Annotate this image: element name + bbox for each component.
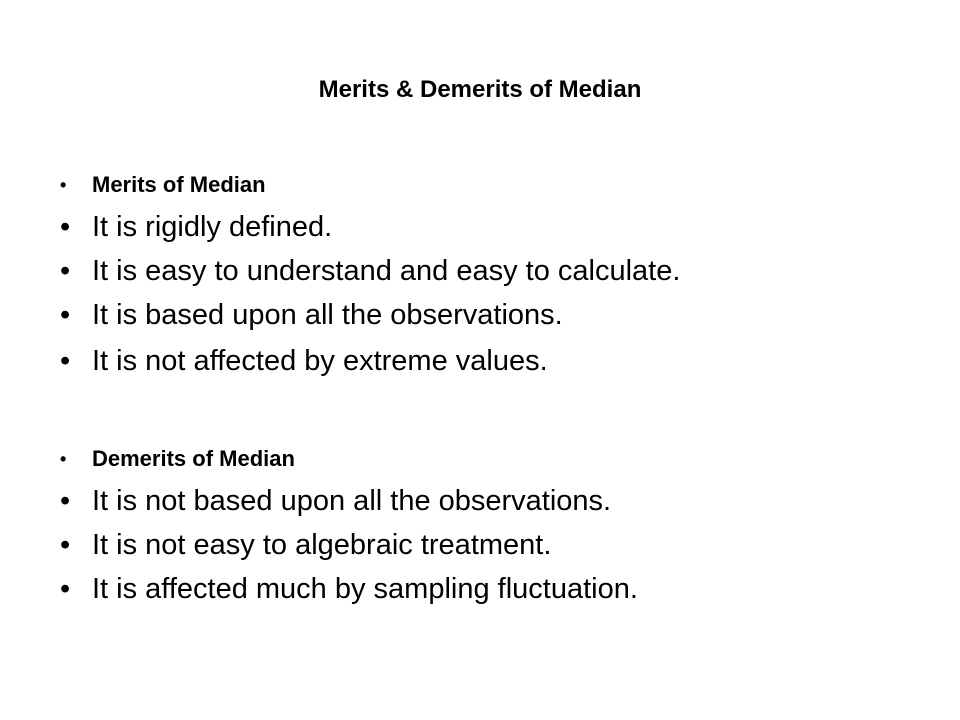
demerit-item: • It is not easy to algebraic treatment. xyxy=(0,525,960,565)
demerits-section xyxy=(0,444,960,613)
merits-heading: • Merits of Median xyxy=(0,170,960,200)
merits-section xyxy=(0,170,960,385)
merit-item: • It is rigidly defined. xyxy=(0,207,960,247)
merit-item: • It is based upon all the observations. xyxy=(0,295,960,335)
merit-item: • It is easy to understand and easy to calculate. xyxy=(0,251,960,291)
demerit-item: • It is not based upon all the observations. xyxy=(0,481,960,521)
demerits-heading: • Demerits of Median xyxy=(0,444,960,474)
slide-title: Merits & Demerits of Median xyxy=(318,76,642,103)
merit-item: • It is not affected by extreme values. xyxy=(0,341,960,381)
demerit-item: • It is affected much by sampling fluctuation. xyxy=(0,569,960,609)
